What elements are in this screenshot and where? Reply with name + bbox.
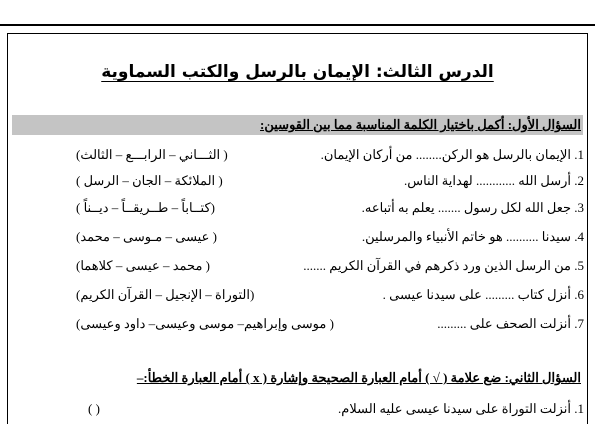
question-choices: (كتــاباً – طــريقــاً – ديــناً ) xyxy=(76,200,215,215)
question-row-5 xyxy=(14,254,584,278)
question-text: 1. الإيمان بالرسل هو الركن........ من أركان الإيمان. xyxy=(320,147,584,162)
statement-text: 1. أنزلت التوراة على سيدنا عيسى عليه السلام. xyxy=(338,401,584,416)
statement-row-1 xyxy=(14,397,584,421)
section1-heading-text: السؤال الأول: أكمل باختيار الكلمة المناسبة مما بين القوسين: xyxy=(260,117,581,132)
question-choices: ( موسى وإبراهيم– موسى وعيسى– داود وعيسى) xyxy=(76,316,334,331)
question-choices: ( الثـــاني – الرابـــع – الثالث) xyxy=(76,147,228,162)
section2-heading-text: السؤال الثاني: ضع علامة ( √ ) أمام العبارة الصحيحة وإشارة ( x ) أمام العبارة الخطأ:– xyxy=(136,370,581,385)
question-text: 6. أنزل كتاب ......... على سيدنا عيسى . xyxy=(382,287,584,302)
top-divider xyxy=(0,24,595,26)
question-row-1 xyxy=(14,143,584,167)
lesson-title: الدرس الثالث: الإيمان بالرسل والكتب السماوية xyxy=(101,62,494,82)
question-row-3 xyxy=(14,196,584,220)
section2-heading xyxy=(12,368,583,388)
question-row-2 xyxy=(14,169,584,193)
question-row-7 xyxy=(14,312,584,336)
question-row-6 xyxy=(14,283,584,307)
question-text: 4. سيدنا .......... هو خاتم الأنبياء والمرسلين. xyxy=(361,229,584,244)
question-choices: ( الملائكة – الجان – الرسل ) xyxy=(76,173,223,188)
question-text: 5. من الرسل الذين ورد ذكرهم في القرآن الكريم ....... xyxy=(303,258,584,273)
question-text: 2. أرسل الله ............ لهداية الناس. xyxy=(403,173,584,188)
section1-heading xyxy=(12,115,583,135)
question-row-4 xyxy=(14,225,584,249)
answer-mark-box[interactable]: ( ) xyxy=(88,401,100,416)
question-text: 3. جعل الله لكل رسول ....... يعلم به أتباعه. xyxy=(361,200,584,215)
question-choices: ( عيسى – مـوسى – محمد) xyxy=(76,229,217,244)
question-choices: (التوراة – الإنجيل – القرآن الكريم) xyxy=(76,287,255,302)
question-choices: ( محمد – عيسى – كلاهما) xyxy=(76,258,210,273)
question-text: 7. أنزلت الصحف على ......... xyxy=(437,316,584,331)
